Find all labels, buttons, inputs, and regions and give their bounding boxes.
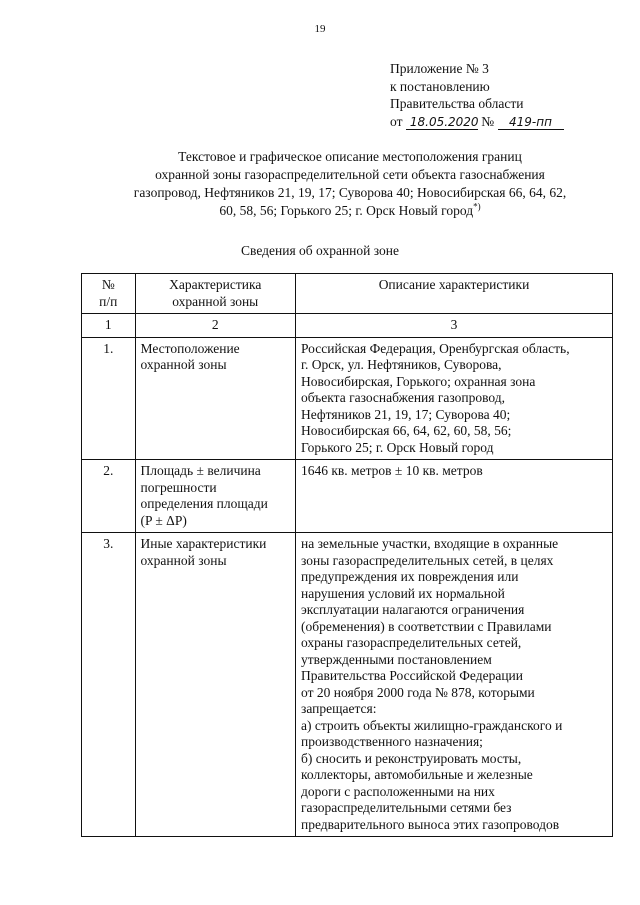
zone-info-table: [81, 273, 613, 837]
text-line: охранной зоны: [140, 552, 227, 568]
text-line: Новосибирская 66, 64, 62, 60, 58, 56;: [301, 423, 512, 438]
section-subtitle: Сведения об охранной зоне: [241, 243, 399, 258]
document-title: [60, 148, 640, 220]
text-line: Площадь ± величина: [140, 463, 261, 478]
appendix-header: [390, 60, 564, 130]
text-line: коллекторы, автомобильные и железные: [301, 767, 533, 782]
text-line: предварительного выноса этих газопроводов: [301, 816, 560, 832]
text-line: 1646 кв. метров ± 10 кв. метров: [301, 463, 483, 478]
text-line: производственного назначения;: [301, 734, 483, 749]
text-line: дороги с расположенными на них: [301, 783, 495, 799]
text-line: Иные характеристики: [140, 536, 267, 551]
header-characteristic: [135, 274, 295, 314]
text-line: охраны газораспределительных сетей,: [301, 635, 522, 650]
table-row: [82, 337, 613, 460]
text-line: определения площади: [140, 496, 268, 511]
text-line: предупреждения их повреждения или: [301, 569, 519, 584]
row-description: [296, 533, 613, 837]
title-footnote-mark: *): [473, 201, 481, 212]
text-line: Правительства Российской Федерации: [301, 668, 523, 683]
column-number: 2: [135, 314, 295, 338]
text-line: Местоположение: [140, 340, 240, 356]
text-line: (P ± ΔP): [140, 512, 187, 528]
from-label: от: [390, 113, 403, 129]
column-number: 1: [82, 314, 136, 338]
text-line: эксплуатации налагаются ограничения: [301, 602, 525, 617]
row-number: 1.: [82, 337, 136, 460]
resolution-number: 419-пп: [498, 115, 564, 130]
text-line: Новосибирская, Горького; охранная зона: [301, 373, 536, 389]
table-row: [82, 533, 613, 837]
resolution-date: 18.05.2020: [406, 115, 478, 130]
row-description: [296, 460, 613, 533]
text-line: Российская Федерация, Оренбургская область,: [301, 340, 570, 356]
text-line: нарушения условий их нормальной: [301, 585, 505, 601]
text-line: охранной зоны: [140, 357, 227, 372]
title-line-2: охранной зоны газораспределительной сети объекта газоснабжения: [155, 167, 545, 182]
header-number-line-1: №: [101, 277, 115, 292]
header-characteristic-line-2: охранной зоны: [172, 293, 259, 309]
page-number: 19: [314, 23, 326, 35]
row-characteristic: [135, 337, 295, 460]
header-number-line-2: п/п: [99, 293, 118, 309]
text-line: объекта газоснабжения газопровод,: [301, 390, 505, 405]
text-line: а) строить объекты жилищно-гражданского и: [301, 717, 563, 733]
text-line: утвержденными постановлением: [301, 651, 492, 667]
text-line: Нефтяников 21, 19, 17; Суворова 40;: [301, 406, 511, 422]
header-description: Описание характеристики: [296, 274, 613, 314]
row-characteristic: [135, 460, 295, 533]
title-line-4-text: 60, 58, 56; Горького 25; г. Орск Новый город: [219, 203, 474, 218]
row-characteristic: [135, 533, 295, 837]
text-line: г. Орск, ул. Нефтяников, Суворова,: [301, 357, 502, 372]
column-number-row: [82, 314, 613, 338]
column-number: 3: [296, 314, 613, 338]
text-line: (обременения) в соответствии с Правилами: [301, 618, 552, 634]
title-line-3: газопровод, Нефтяников 21, 19, 17; Суворова 40; Новосибирская 66, 64, 62,: [133, 185, 567, 200]
header-characteristic-line-1: Характеристика: [169, 277, 262, 292]
appendix-line-1: Приложение № 3: [390, 61, 489, 76]
appendix-line-2: к постановлению: [390, 78, 490, 94]
title-line-4: [60, 202, 640, 220]
text-line: на земельные участки, входящие в охранные: [301, 536, 559, 551]
appendix-date-number-row: [390, 113, 564, 131]
table-row: [82, 460, 613, 533]
number-label: №: [481, 113, 495, 129]
text-line: погрешности: [140, 479, 217, 495]
title-line-1: Текстовое и графическое описание местоположения границ: [178, 149, 522, 164]
text-line: газораспределительными сетями без: [301, 800, 512, 815]
header-number: [82, 274, 136, 314]
text-line: Горького 25; г. Орск Новый город: [301, 439, 494, 455]
row-number: 2.: [82, 460, 136, 533]
text-line: от 20 ноября 2000 года № 878, которыми: [301, 684, 535, 700]
appendix-line-3: Правительства области: [390, 96, 524, 111]
text-line: б) сносить и реконструировать мосты,: [301, 750, 522, 766]
text-line: запрещается:: [301, 701, 377, 716]
table-header-row: [82, 274, 613, 314]
row-description: [296, 337, 613, 460]
row-number: 3.: [82, 533, 136, 837]
text-line: зоны газораспределительных сетей, в целях: [301, 552, 554, 568]
